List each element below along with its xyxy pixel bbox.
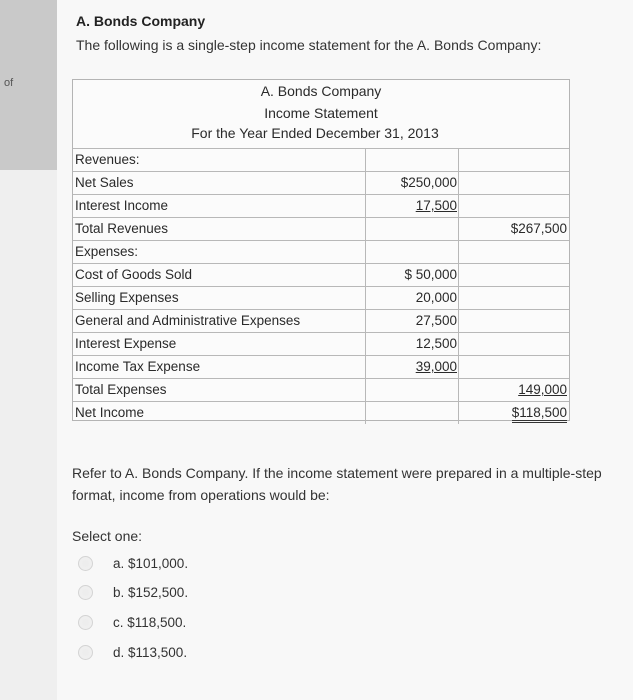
company-title: A. Bonds Company bbox=[76, 13, 206, 29]
table-row bbox=[73, 194, 569, 217]
radio-icon[interactable] bbox=[78, 615, 93, 630]
intro-text: The following is a single-step income statement for the A. Bonds Company: bbox=[76, 37, 542, 53]
table-row bbox=[73, 240, 569, 263]
radio-icon[interactable] bbox=[78, 556, 93, 571]
option-label: c. $118,500. bbox=[113, 614, 187, 630]
table-row bbox=[73, 286, 569, 309]
statement-period: For the Year Ended December 31, 2013 bbox=[191, 125, 439, 141]
row-amount: 39,000 bbox=[415, 359, 457, 374]
row-amount: 20,000 bbox=[415, 290, 457, 305]
row-amount: 17,500 bbox=[415, 198, 457, 213]
row-total: $267,500 bbox=[510, 221, 567, 236]
option-label: a. $101,000. bbox=[113, 555, 189, 571]
table-row bbox=[73, 217, 569, 240]
row-amount: $ 50,000 bbox=[404, 267, 457, 282]
option-label: b. $152,500. bbox=[113, 584, 189, 600]
answer-option-b[interactable] bbox=[78, 582, 188, 602]
table-row bbox=[73, 309, 569, 332]
table-row bbox=[73, 401, 569, 424]
option-label: d. $113,500. bbox=[113, 644, 188, 660]
row-label: Income Tax Expense bbox=[75, 359, 201, 374]
row-label: Net Income bbox=[75, 405, 145, 420]
table-row bbox=[73, 263, 569, 286]
row-label: Total Revenues bbox=[75, 221, 169, 236]
row-total: 149,000 bbox=[518, 382, 567, 397]
row-amount: $250,000 bbox=[400, 175, 457, 190]
table-row bbox=[73, 355, 569, 378]
statement-name: Income Statement bbox=[264, 105, 378, 121]
answer-option-c[interactable] bbox=[78, 612, 186, 632]
net-income-value: $118,500 bbox=[512, 406, 567, 423]
row-label: General and Administrative Expenses bbox=[75, 313, 301, 328]
row-label: Interest Expense bbox=[75, 336, 177, 351]
income-statement-table bbox=[72, 79, 570, 421]
statement-grid bbox=[73, 148, 569, 424]
answer-option-d[interactable] bbox=[78, 642, 187, 662]
radio-icon[interactable] bbox=[78, 585, 93, 600]
table-row bbox=[73, 332, 569, 355]
statement-company: A. Bonds Company bbox=[260, 83, 382, 99]
answer-option-a[interactable] bbox=[78, 553, 188, 573]
row-label: Total Expenses bbox=[75, 382, 167, 397]
row-label: Interest Income bbox=[75, 198, 169, 213]
row-label: Selling Expenses bbox=[75, 290, 179, 305]
radio-icon[interactable] bbox=[78, 645, 93, 660]
side-panel-label: of bbox=[4, 77, 14, 89]
row-amount: 12,500 bbox=[415, 336, 457, 351]
table-row bbox=[73, 148, 569, 171]
row-amount: 27,500 bbox=[415, 313, 457, 328]
row-label: Cost of Goods Sold bbox=[75, 267, 193, 282]
row-label: Net Sales bbox=[75, 175, 134, 190]
table-row bbox=[73, 171, 569, 194]
table-row bbox=[73, 378, 569, 401]
question-text: Refer to A. Bonds Company. If the income statement were prepared in a multiple-step format, income from operations would be: bbox=[72, 465, 602, 503]
row-label: Revenues: bbox=[75, 152, 140, 167]
select-one-label: Select one: bbox=[72, 528, 143, 544]
row-label: Expenses: bbox=[75, 244, 139, 259]
